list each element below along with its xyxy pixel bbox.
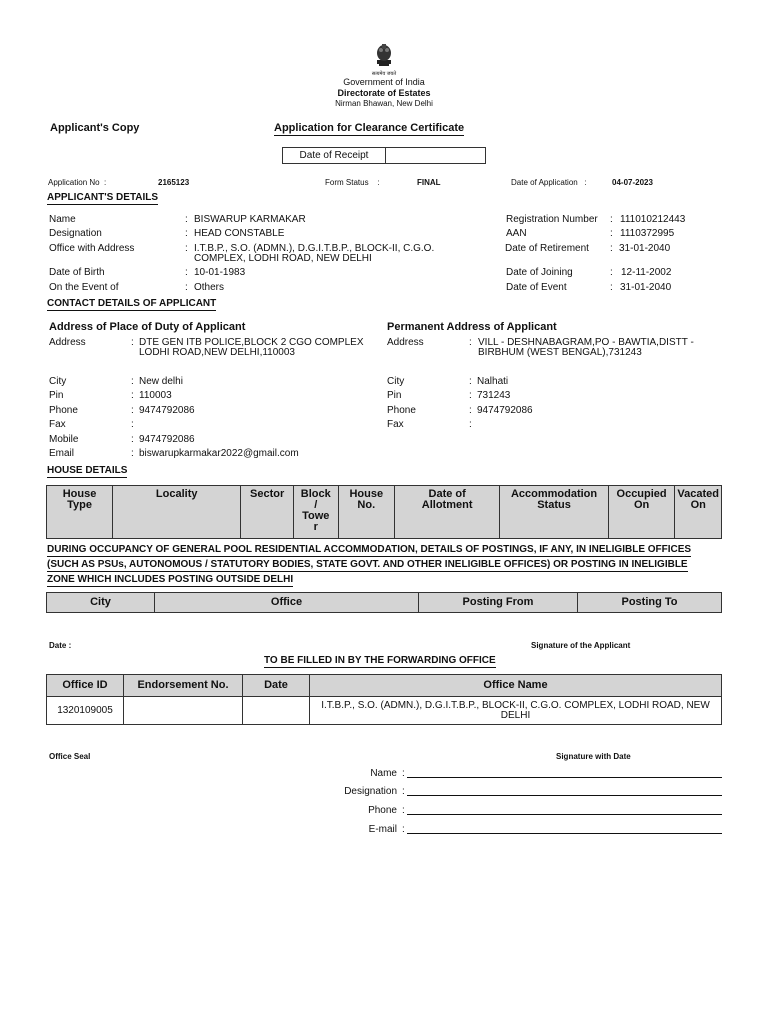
duty-phone-value: 9474792086 [139,405,195,416]
sign-name-line[interactable] [407,777,722,778]
app-no-value: 2165123 [158,178,190,187]
name-value: BISWARUP KARMAKAR [194,214,306,225]
applicant-signature-label: Signature of the Applicant [531,641,631,650]
col-city: City [47,593,155,613]
postings-header-row [47,593,722,613]
col-vacated-on: Vacated On [675,486,722,539]
duty-fax-label: Fax [49,419,66,430]
occupancy-note-line2: (SUCH AS PSUs, AUTONOMOUS / STATUTORY BODIES, STATE GOVT. AND OTHER INELIGIBLE OFFICES) OR POSTING IN INELIGIBLE [47,559,688,570]
col-accommodation-status: Accommodation Status [500,486,608,539]
designation-label: Designation [49,228,102,239]
form-title: Application for Clearance Certificate [274,122,465,134]
duty-mobile-value: 9474792086 [139,434,195,445]
perm-fax-label: Fax [387,419,404,430]
signature-with-date-label: Signature with Date [556,752,631,761]
duty-phone-label: Phone [49,405,78,416]
sign-phone-label: Phone [368,805,397,816]
reg-value: 111010212443 [620,214,686,225]
col-locality: Locality [113,486,241,539]
col-block-tower: Block / Towe r [293,486,338,539]
sign-designation-line[interactable] [407,795,722,796]
duty-pin-value: 110003 [139,390,172,401]
event-date-value: 31-01-2040 [620,282,672,293]
copy-label: Applicant's Copy [50,122,140,134]
office-label: Office with Address [49,243,135,254]
col-office: Office [155,593,419,613]
perm-phone-label: Phone [387,405,416,416]
occupancy-note-line3: ZONE WHICH INCLUDES POSTING OUTSIDE DELHI [47,574,294,585]
house-header-row [47,486,722,539]
app-no-label: Application No : [48,178,107,187]
col-house-type: House Type [47,486,113,539]
event-value: Others [194,282,225,293]
perm-phone-value: 9474792086 [477,405,533,416]
designation-value: HEAD CONSTABLE [194,228,285,239]
duty-address-line1: DTE GEN ITB POLICE,BLOCK 2 CGO COMPLEX [139,337,364,348]
receipt-box [282,147,486,164]
duty-email-value: biswarupkarmakar2022@gmail.com [139,448,299,459]
postings-table [46,592,722,613]
duty-email-label: Email [49,448,75,459]
house-details-table [46,485,722,539]
event-label: On the Event of [49,282,119,293]
status-label: Form Status : [325,178,380,187]
perm-address-line1: VILL - DESHNABAGRAM,PO - BAWTIA,DISTT - [478,337,694,348]
app-date-label: Date of Application : [511,178,587,187]
perm-pin-label: Pin [387,390,402,401]
office-value-line1: I.T.B.P., S.O. (ADMN.), D.G.I.T.B.P., BLOCK-II, C.G.O. [194,243,435,254]
receipt-label: Date of Receipt [283,148,386,164]
app-date-value: 04-07-2023 [612,178,653,187]
endorsement-cell [124,697,243,725]
event-date-label: Date of Event [506,282,567,293]
permanent-address-title: Permanent Address of Applicant [387,321,557,333]
join-value: 12-11-2002 [621,267,672,278]
receipt-value [386,148,486,164]
forwarding-table [46,674,722,725]
emblem-motto: सत्यमेव जयते [371,71,397,77]
name-label: Name [49,214,76,225]
col-endorsement-no: Endorsement No. [124,675,243,697]
col-house-no: House No. [338,486,394,539]
join-label: Date of Joining [506,267,573,278]
office-name-cell: I.T.B.P., S.O. (ADMN.), D.G.I.T.B.P., BLOCK-II, C.G.O. COMPLEX, LODHI ROAD, NEW DELHI [310,697,722,725]
col-date-allotment: Date of Allotment [394,486,499,539]
perm-pin-value: 731243 [477,390,511,401]
forwarding-header-row [47,675,722,697]
date-label: Date : [49,641,72,650]
house-section-title: HOUSE DETAILS [47,465,128,476]
perm-address-label: Address [387,337,424,348]
national-emblem-icon [373,42,395,72]
dob-label: Date of Birth [49,267,105,278]
applicant-section-title: APPLICANT'S DETAILS [47,192,159,203]
dob-value: 10-01-1983 [194,267,246,278]
gov-label: Government of India [343,77,425,87]
sign-email-line[interactable] [407,833,722,834]
sign-name-label: Name [370,768,397,779]
office-id-cell: 1320109005 [47,697,124,725]
occupancy-note-line1: DURING OCCUPANCY OF GENERAL POOL RESIDENTIAL ACCOMMODATION, DETAILS OF POSTINGS, IF ANY, IN INELIGIBLE OFFICES [47,544,692,555]
perm-city-value: Nalhati [477,376,509,387]
col-occupied-on: Occupied On [608,486,675,539]
status-value: FINAL [417,178,441,187]
retire-value: 31-01-2040 [619,243,671,254]
duty-city-value: New delhi [139,376,183,387]
directorate-label: Directorate of Estates [337,88,431,98]
location-label: Nirman Bhawan, New Delhi [335,99,433,108]
duty-mobile-label: Mobile [49,434,79,445]
forwarding-row [47,697,722,725]
perm-city-label: City [387,376,405,387]
col-date: Date [243,675,310,697]
contact-section-title: CONTACT DETAILS OF APPLICANT [47,298,217,309]
duty-city-label: City [49,376,67,387]
col-posting-to: Posting To [578,593,722,613]
reg-label: Registration Number [506,214,598,225]
duty-address-label: Address [49,337,86,348]
aan-value: 1110372995 [620,228,675,239]
sign-email-label: E-mail [368,824,397,835]
sign-designation-label: Designation [344,786,397,797]
date-cell [243,697,310,725]
col-office-name: Office Name [310,675,722,697]
col-office-id: Office ID [47,675,124,697]
duty-pin-label: Pin [49,390,64,401]
perm-address-line2: BIRBHUM (WEST BENGAL),731243 [478,347,642,358]
retire-label: Date of Retirement [505,243,589,254]
aan-label: AAN [506,228,527,239]
duty-address-line2: LODHI ROAD,NEW DELHI,110003 [139,347,295,358]
office-seal-label: Office Seal [49,752,91,761]
duty-address-title: Address of Place of Duty of Applicant [49,321,246,333]
forwarding-title: TO BE FILLED IN BY THE FORWARDING OFFICE [264,655,496,666]
col-sector: Sector [241,486,294,539]
col-posting-from: Posting From [419,593,578,613]
sign-phone-line[interactable] [407,814,722,815]
office-value-line2: COMPLEX, LODHI ROAD, NEW DELHI [194,253,372,264]
